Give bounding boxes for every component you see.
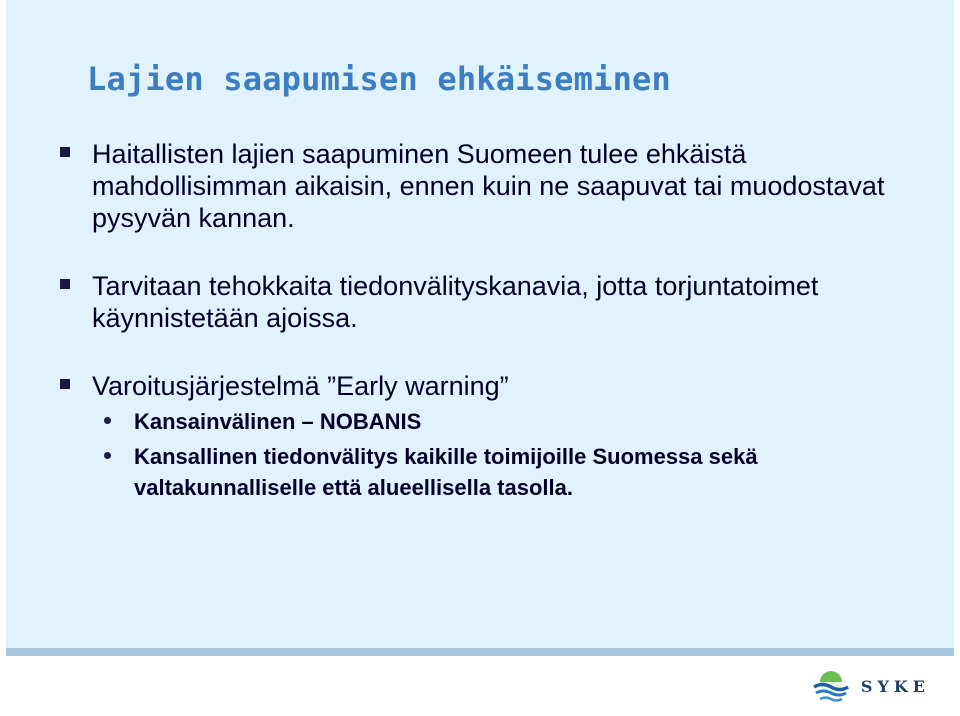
round-bullet-icon	[104, 417, 111, 424]
sub-bullet-item	[56, 441, 926, 503]
sub-bullet-list	[92, 406, 926, 503]
sub-bullet-text: Kansallinen tiedonvälitys kaikille toimijoille Suomessa sekä valtakunnalliselle että alueellisella tasolla.	[134, 444, 758, 500]
bullet-text: Varoitusjärjestelmä ”Early warning”	[92, 371, 509, 401]
square-bullet-icon	[60, 147, 70, 157]
syke-logo	[811, 668, 930, 704]
bullet-text: Haitallisten lajien saapuminen Suomeen tulee ehkäistä mahdollisimman aikaisin, ennen kuin ne saapuvat tai muodostavat pysyvän kannan.	[92, 139, 885, 233]
bottom-bar	[6, 648, 954, 656]
bullet-item	[56, 370, 926, 503]
syke-wave-logo-icon	[811, 668, 851, 704]
round-bullet-icon	[104, 452, 111, 459]
square-bullet-icon	[60, 279, 70, 289]
bullet-text: Tarvitaan tehokkaita tiedonvälityskanavia, jotta torjuntatoimet käynnistetään ajoissa.	[92, 271, 819, 333]
sub-bullet-item	[56, 406, 926, 437]
square-bullet-icon	[60, 379, 70, 389]
logo-text: SYKE	[860, 676, 930, 696]
slide-title: Lajien saapumisen ehkäiseminen	[87, 60, 671, 98]
bullet-list	[56, 138, 926, 503]
sub-bullet-text: Kansainvälinen – NOBANIS	[134, 409, 422, 434]
bullet-item	[56, 138, 926, 234]
bullet-item	[56, 270, 926, 334]
